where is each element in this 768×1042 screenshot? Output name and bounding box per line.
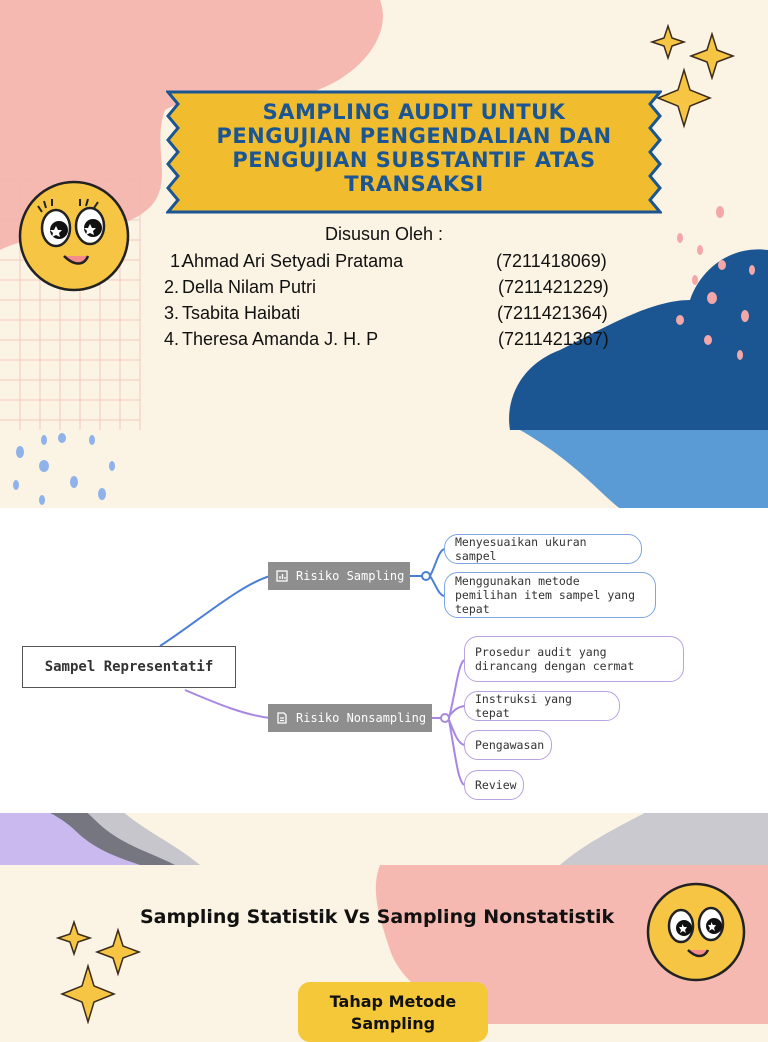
author-name: Theresa Amanda J. H. P bbox=[182, 329, 379, 349]
title-line-2: PENGUJIAN PENGENDALIAN DAN bbox=[216, 124, 612, 148]
chart-doc-icon bbox=[276, 570, 288, 582]
mindmap-leaf: Instruksi yang tepat bbox=[464, 691, 620, 721]
author-id: (7211418069) bbox=[496, 251, 607, 271]
connector-line bbox=[185, 690, 270, 718]
mindmap-branch-risiko-nonsampling bbox=[268, 704, 432, 732]
mindmap-leaf: Prosedur audit yang dirancang dengan cermat bbox=[464, 636, 684, 682]
branch-label: Risiko Nonsampling bbox=[296, 711, 427, 725]
title-line-1: SAMPLING AUDIT UNTUK bbox=[262, 100, 566, 124]
mindmap-branch-risiko-sampling bbox=[268, 562, 410, 590]
tahap-card-label: Tahap Metode Sampling bbox=[329, 992, 457, 1033]
mindmap-leaf: Pengawasan bbox=[464, 730, 552, 760]
authors-heading: Disusun Oleh : bbox=[324, 224, 444, 244]
mindmap-leaf: Review bbox=[464, 770, 524, 800]
connector-line bbox=[430, 576, 444, 596]
junction-dot bbox=[441, 714, 449, 722]
author-id: (7211421229) bbox=[498, 277, 609, 297]
doc-icon bbox=[276, 712, 288, 724]
author-name: Tsabita Haibati bbox=[182, 303, 301, 323]
title-line-3: PENGUJIAN SUBSTANTIF ATAS bbox=[232, 148, 596, 172]
mindmap-leaf: Menggunakan metode pemilihan item sampel yang tepat bbox=[444, 572, 656, 618]
junction-dot bbox=[422, 572, 430, 580]
author-number: 2. bbox=[164, 277, 180, 297]
author-number: 3. bbox=[164, 303, 180, 323]
mindmap-leaf: Menyesuaikan ukuran sampel bbox=[444, 534, 642, 564]
author-id: (7211421367) bbox=[498, 329, 609, 349]
mindmap-root-node: Sampel Representatif bbox=[22, 646, 236, 688]
author-number: 4. bbox=[164, 329, 180, 349]
connector-line bbox=[449, 720, 464, 785]
author-name: Della Nilam Putri bbox=[182, 277, 317, 297]
section-heading: Sampling Statistik Vs Sampling Nonstatistik bbox=[140, 906, 615, 928]
connector-line bbox=[160, 576, 270, 646]
author-name: Ahmad Ari Setyadi Pratama bbox=[182, 251, 404, 271]
connector-line bbox=[430, 549, 444, 576]
author-number: 1. bbox=[170, 251, 186, 271]
branch-label: Risiko Sampling bbox=[296, 569, 405, 583]
author-id: (7211421364) bbox=[497, 303, 608, 323]
title-line-4: TRANSAKSI bbox=[344, 172, 484, 196]
